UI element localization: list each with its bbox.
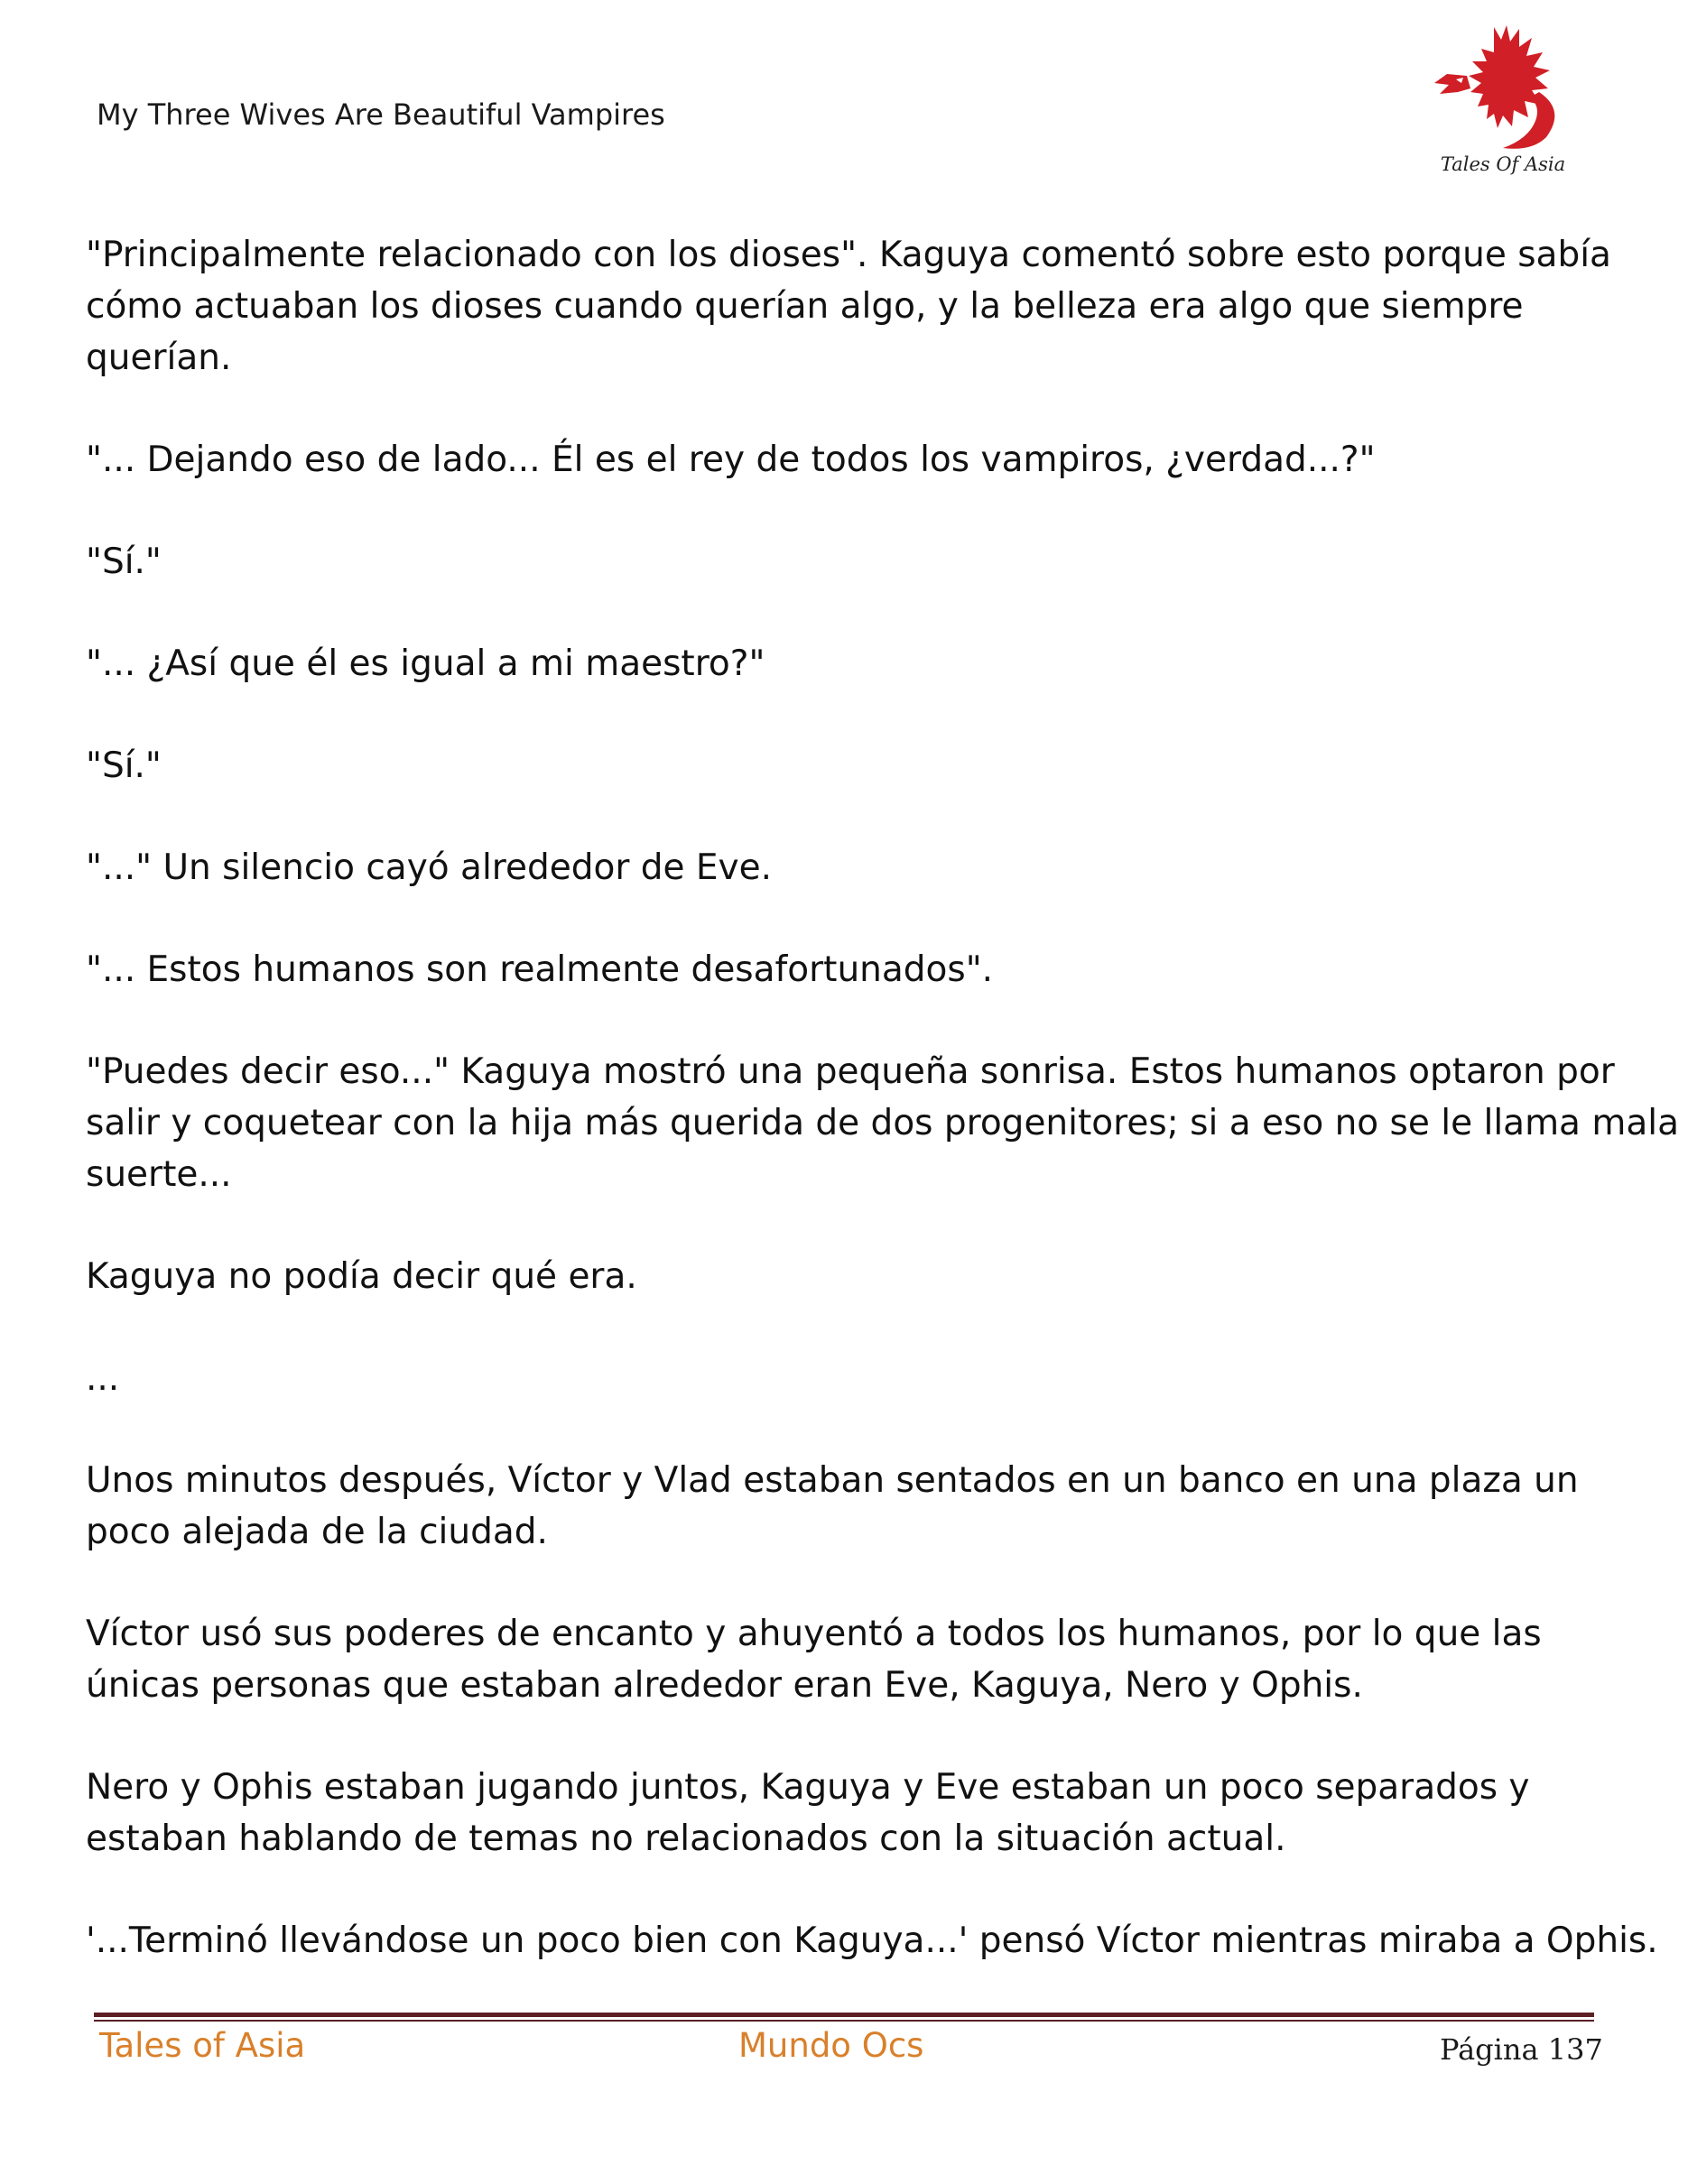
paragraph — [86, 1915, 1658, 1967]
footer-divider — [94, 2013, 1594, 2022]
book-title: My Three Wives Are Beautiful Vampires — [97, 97, 665, 132]
text-line: Unos minutos después, Víctor y Vlad estaban sentados en un banco en una plaza un — [86, 1460, 1579, 1501]
paragraph — [86, 1046, 1679, 1200]
text-line: "... ¿Así que él es igual a mi maestro?" — [86, 643, 765, 684]
paragraph — [86, 740, 1620, 791]
paragraph — [86, 842, 1620, 893]
text-line: suerte... — [86, 1154, 232, 1195]
paragraph — [86, 1762, 1620, 1865]
text-line: únicas personas que estaban alrededor eran Eve, Kaguya, Nero y Ophis. — [86, 1665, 1363, 1706]
text-line: "Sí." — [86, 541, 162, 582]
text-line: poco alejada de la ciudad. — [86, 1512, 548, 1552]
paragraph — [86, 1251, 1620, 1302]
tales-of-asia-logo — [1431, 20, 1575, 182]
logo-text: Tales Of Asia — [1440, 153, 1566, 175]
paragraph — [86, 1455, 1620, 1558]
text-line: salir y coquetear con la hija más querida de dos progenitores; si a eso no se le llama mala — [86, 1103, 1679, 1143]
footer-site-name: Tales of Asia — [99, 2026, 306, 2065]
text-line: estaban hablando de temas no relacionados con la situación actual. — [86, 1818, 1286, 1859]
paragraph — [86, 229, 1620, 384]
text-line: '...Terminó llevándose un poco bien con Kaguya...' pensó Víctor mientras miraba a Ophis. — [86, 1920, 1658, 1961]
paragraph — [86, 536, 1620, 588]
paragraph — [86, 638, 1620, 689]
text-line: "..." Un silencio cayó alrededor de Eve. — [86, 847, 773, 888]
text-line: "... Estos humanos son realmente desafortunados". — [86, 949, 994, 990]
text-line: "... Dejando eso de lado... Él es el rey de todos los vampiros, ¿verdad...?" — [86, 440, 1376, 480]
text-line: cómo actuaban los dioses cuando querían algo, y la belleza era algo que siempre — [86, 286, 1524, 327]
chapter-body — [86, 229, 1679, 2017]
paragraph — [86, 944, 1620, 995]
text-line: Nero y Ophis estaban jugando juntos, Kaguya y Eve estaban un poco separados y — [86, 1767, 1530, 1808]
red-dragon-icon — [1431, 20, 1575, 153]
text-line: "Puedes decir eso..." Kaguya mostró una pequeña sonrisa. Estos humanos optaron por — [86, 1051, 1615, 1092]
footer-section-name: Mundo Ocs — [738, 2026, 924, 2065]
paragraph — [86, 1608, 1620, 1711]
text-line: "Principalmente relacionado con los dioses". Kaguya comentó sobre esto porque sabía — [86, 235, 1611, 275]
page-number: Página 137 — [1440, 2032, 1603, 2067]
text-line: querían. — [86, 338, 232, 378]
text-line: ... — [86, 1358, 120, 1399]
text-line: "Sí." — [86, 745, 162, 786]
text-line: Kaguya no podía decir qué era. — [86, 1256, 637, 1297]
paragraph — [86, 434, 1620, 486]
scene-break — [86, 1353, 1620, 1404]
text-line: Víctor usó sus poderes de encanto y ahuyentó a todos los humanos, por lo que las — [86, 1614, 1542, 1654]
